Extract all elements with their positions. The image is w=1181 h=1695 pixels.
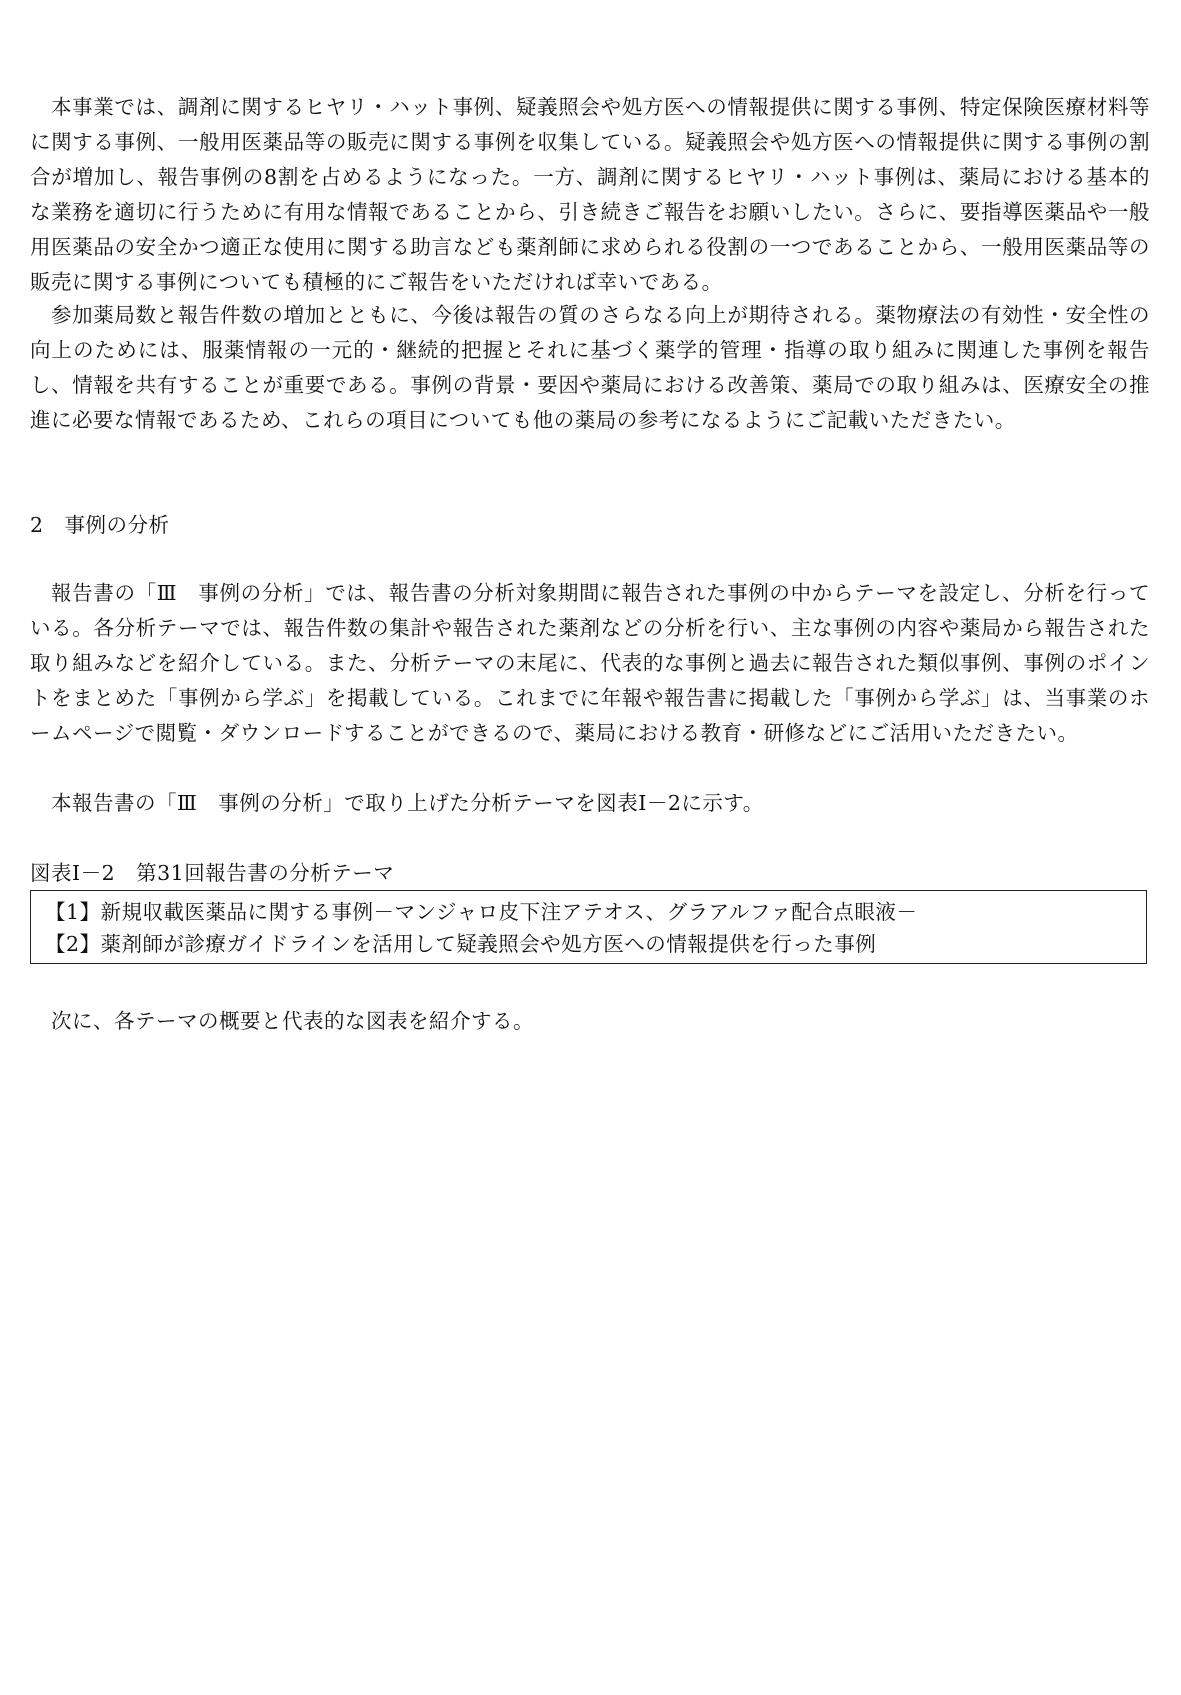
section-paragraph-2: 本報告書の「Ⅲ 事例の分析」で取り上げた分析テーマを図表Ⅰ－2に示す。 [51,791,764,815]
section-heading: 2 事例の分析 [30,513,170,537]
intro-paragraph-1: 本事業では、調剤に関するヒヤリ・ハット事例、疑義照会や処方医への情報提供に関する事例、特定保険医療材料等に関する事例、一般用医薬品等の販売に関する事例を収集している。疑義照会や処方医への情報提供に関する事例の割合が増加し、報告事例の8割を占めるようになった。一方、調剤に関するヒヤリ・ハット事例は、薬局における基本的な業務を適切に行うために有用な情報であることから、引き続きご報告をお願いしたい。さらに、要指導医薬品や一般用医薬品の安全かつ適正な使用に関する助言なども薬剤師に求められる役割の一つであることから、一般用医薬品等の販売に関する事例についても積極的にご報告をいただければ幸いである。 [30,95,1150,294]
theme-item: 【1】新規収載医薬品に関する事例－マンジャロ皮下注アテオス、グラアルファ配合点眼液－ [45,900,918,924]
intro-paragraph-2: 参加薬局数と報告件数の増加とともに、今後は報告の質のさらなる向上が期待される。薬物療法の有効性・安全性の向上のためには、服薬情報の一元的・継続的把握とそれに基づく薬学的管理・指導の取り組みに関連した事例を報告し、情報を共有することが重要である。事例の背景・要因や薬局における改善策、薬局での取り組みは、医療安全の推進に必要な情報であるため、これらの項目についても他の薬局の参考になるようにご記載いただきたい。 [30,303,1150,432]
section-paragraph-1: 報告書の「Ⅲ 事例の分析」では、報告書の分析対象期間に報告された事例の中からテーマを設定し、分析を行っている。各分析テーマでは、報告件数の集計や報告された薬剤などの分析を行い、主な事例の内容や薬局から報告された取り組みなどを紹介している。また、分析テーマの末尾に、代表的な事例と過去に報告された類似事例、事例のポイントをまとめた「事例から学ぶ」を掲載している。これまでに年報や報告書に掲載した「事例から学ぶ」は、当事業のホームページで閲覧・ダウンロードすることができるので、薬局における教育・研修などにご活用いただきたい。 [30,581,1150,745]
figure-caption: 図表Ⅰ－2 第31回報告書の分析テーマ [30,861,395,885]
closing-paragraph: 次に、各テーマの概要と代表的な図表を紹介する。 [51,1009,534,1033]
theme-box [30,890,1147,964]
theme-item: 【2】薬剤師が診療ガイドラインを活用して疑義照会や処方医への情報提供を行った事例 [45,932,877,956]
